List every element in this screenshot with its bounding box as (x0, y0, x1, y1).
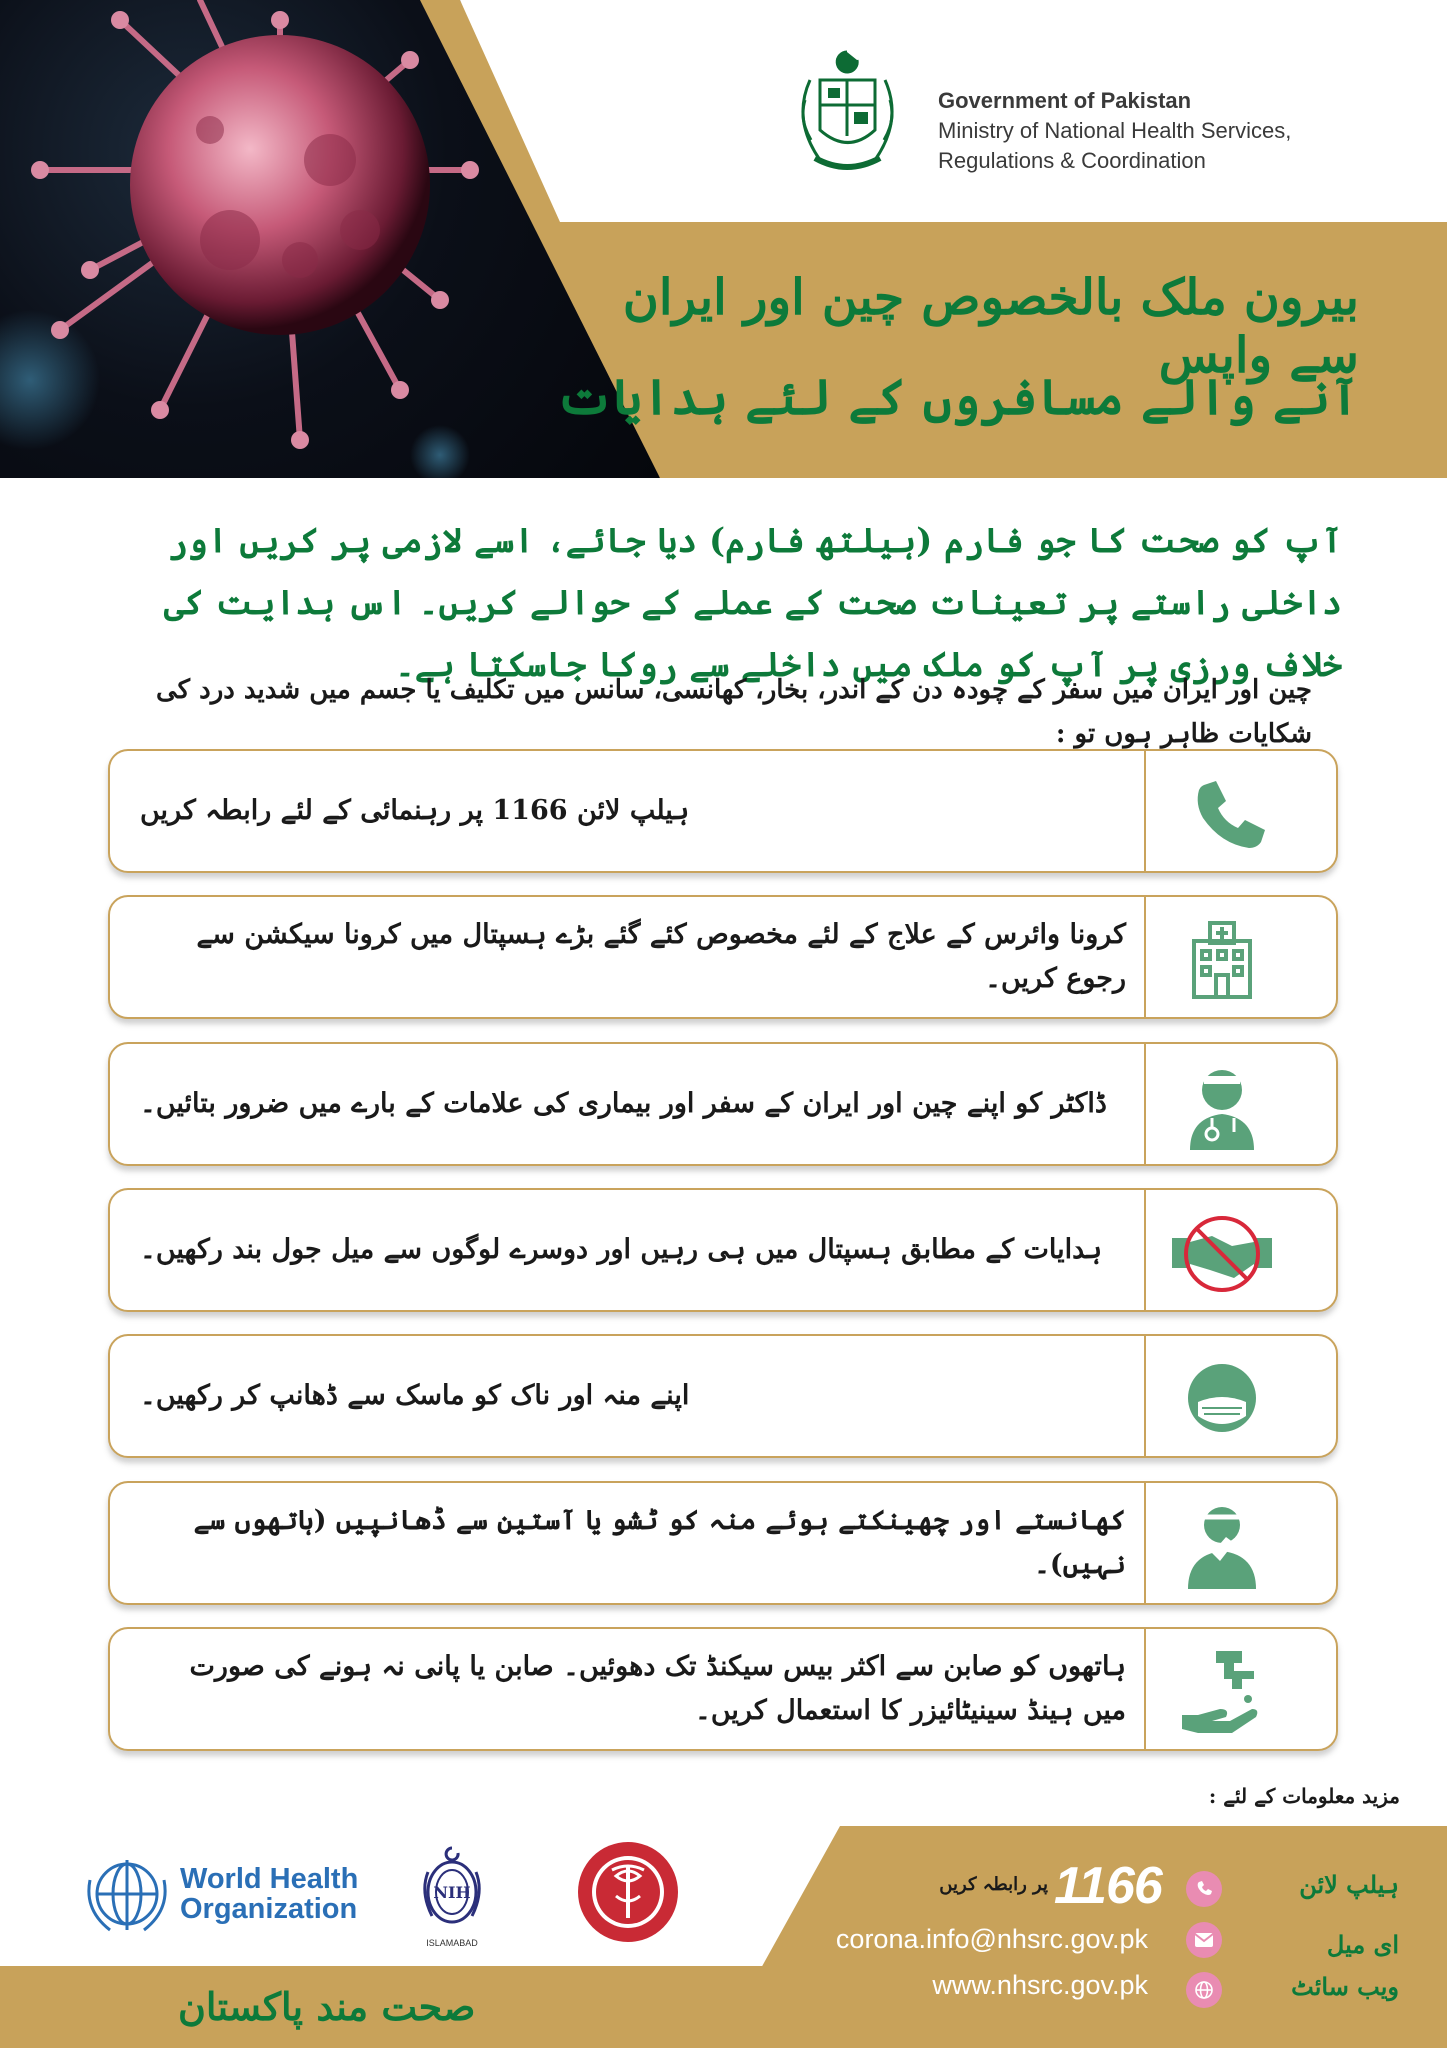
instruction-text: اپنے منہ اور ناک کو ماسک سے ڈھانپ کر رکھیں۔ (140, 1380, 690, 1411)
instruction-card (108, 749, 1338, 873)
globe-icon (1186, 1972, 1222, 2008)
who-line-2: Organization (180, 1893, 358, 1925)
card-divider (1144, 1483, 1146, 1603)
helpline-number[interactable]: 1166 (1054, 1857, 1162, 1915)
symptoms-condition: چین اور ایران میں سفر کے چودہ دن کے اندر، بخار، کھانسی، سانس میں تکلیف یا جسم میں شدید درد کی شکایات ظاہر ہوں تو : (156, 675, 1312, 749)
government-title: Government of Pakistan (938, 88, 1192, 113)
title-line-1: بیرون ملک بالخصوص چین اور ایران سے واپس (622, 268, 1359, 384)
instruction-card (108, 895, 1338, 1019)
website-link[interactable]: www.nhsrc.gov.pk (932, 1970, 1148, 2000)
instruction-text: ہاتھوں کو صابن سے اکثر بیس سیکنڈ تک دھوئیں۔ صابن یا پانی نہ ہونے کی صورت میں ہینڈ سینیٹائیزر کا استعمال کریں۔ (189, 1651, 1126, 1726)
card-divider (1144, 897, 1146, 1017)
instruction-card (108, 1481, 1338, 1605)
ministry-seal-icon (576, 1840, 680, 1944)
nih-caption: ISLAMABAD (426, 1938, 478, 1948)
website-label: ویب سائٹ (1291, 1972, 1399, 2001)
email-link[interactable]: corona.info@nhsrc.gov.pk (835, 1924, 1148, 1954)
ministry-name-line-1: Ministry of National Health Services, (938, 118, 1292, 143)
card-divider (1144, 1629, 1146, 1749)
helpline-action-text: پر رابطہ کریں (939, 1874, 1048, 1895)
instruction-text: کرونا وائرس کے علاج کے لئے مخصوص کئے گئے بڑے ہسپتال میں کرونا سیکشن سے رجوع کریں۔ (196, 919, 1126, 994)
helpline-label: ہیلپ لائن (1299, 1870, 1399, 1899)
intro-notice: آپ کو صحت کا جو فارم (ہیلتھ فارم) دیا جائے، اسے لازمی پر کریں اور داخلی راستے پر تعینات صحت کے عملے کے حوالے کریں۔ اس ہدایت کی خلاف ورزی پر آپ کو ملک میں داخلے سے روکا جاسکتا ہے۔ (164, 521, 1342, 685)
hospital-icon (1172, 909, 1272, 1009)
instruction-text: ہدایات کے مطابق ہسپتال میں ہی رہیں اور دوسرے لوگوں سے میل جول بند رکھیں۔ (140, 1234, 1103, 1265)
instruction-card (108, 1334, 1338, 1458)
no-handshake-icon (1172, 1202, 1272, 1302)
doctor-icon (1172, 1056, 1272, 1156)
who-wordmark (180, 1864, 358, 1924)
nih-logo-icon (418, 1842, 486, 1952)
card-divider (1144, 751, 1146, 871)
title-line-2: آنے والے مسافروں کے لئے ہدایات (555, 368, 1359, 426)
email-label: ای میل (1326, 1930, 1399, 1959)
who-line-1: World Health (180, 1863, 359, 1895)
instruction-card (108, 1042, 1338, 1166)
more-info-label: مزید معلومات کے لئے : (1208, 1784, 1400, 1808)
card-divider (1144, 1190, 1146, 1310)
mask-icon (1172, 1348, 1272, 1448)
ministry-header (938, 86, 1291, 176)
instruction-text: کھانستے اور چھینکتے ہوئے منہ کو ٹشو یا آستین سے ڈھانپیں (ہاتھوں سے نہیں)۔ (193, 1505, 1126, 1580)
instruction-card (108, 1188, 1338, 1312)
mail-icon (1186, 1922, 1222, 1958)
phone-icon (1172, 763, 1272, 863)
ministry-name-line-2: Regulations & Coordination (938, 148, 1206, 173)
instruction-card (108, 1627, 1338, 1751)
cough-icon (1172, 1495, 1272, 1595)
instruction-text: ہیلپ لائن 1166 پر رہنمائی کے لئے رابطہ کریں (140, 795, 690, 826)
instruction-text: ڈاکٹر کو اپنے چین اور ایران کے سفر اور بیماری کی علامات کے بارے میں ضرور بتائیں۔ (140, 1088, 1107, 1119)
card-divider (1144, 1044, 1146, 1164)
pakistan-emblem-icon (790, 40, 905, 185)
card-divider (1144, 1336, 1146, 1456)
phone-icon (1186, 1871, 1222, 1907)
who-logo-icon (80, 1850, 175, 1940)
slogan: صحت مند پاکستان (178, 1984, 476, 2029)
handwash-icon (1172, 1641, 1272, 1741)
svg-text:NIH: NIH (433, 1883, 471, 1902)
